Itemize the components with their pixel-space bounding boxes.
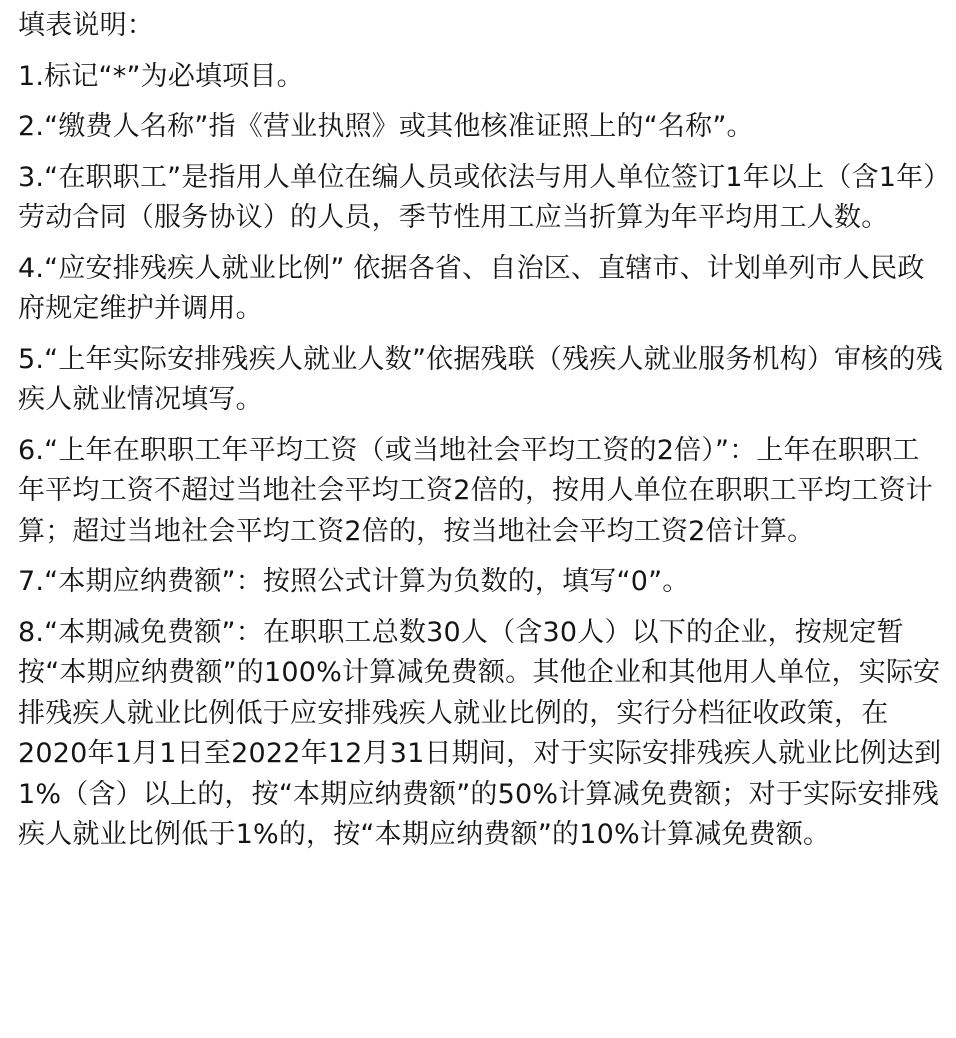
instruction-item-4: 4.“应安排残疾人就业比例” 依据各省、自治区、直辖市、计划单列市人民政府规定维护并调用。 [18, 252, 925, 324]
instruction-item-7: 7.“本期应纳费额”：按照公式计算为负数的，填写“0”。 [18, 566, 690, 597]
instruction-item-8: 8.“本期减免费额”：在职职工总数30人（含30人）以下的企业，按规定暂按“本期应纳费额”的100%计算减免费额。其他企业和其他用人单位，实际安排残疾人就业比例低于应安排残疾人就业比例的，实行分档征收政策，在2020年1月1日至2022年12月31日期间，对于实际安排残疾人就业比例达到1%（含）以上的，按“本期应纳费额”的50%计算减免费额；对于实际安排残疾人就业比例低于1%的，按“本期应纳费额”的10%计算减免费额。 [18, 616, 942, 850]
instruction-item-1: 1.标记“*”为必填项目。 [18, 60, 304, 92]
instruction-item-5: 5.“上年实际安排残疾人就业人数”依据残联（残疾人就业服务机构）审核的残疾人就业情况填写。 [18, 343, 943, 415]
instructions-title: 填表说明： [18, 10, 154, 41]
instruction-item-6: 6.“上年在职职工年平均工资（或当地社会平均工资的2倍）”：上年在职职工年平均工资不超过当地社会平均工资2倍的，按用人单位在职职工平均工资计算；超过当地社会平均工资2倍的，按当地社会平均工资2倍计算。 [18, 434, 933, 547]
instruction-item-3: 3.“在职职工”是指用人单位在编人员或依法与用人单位签订1年以上（含1年）劳动合同（服务协议）的人员，季节性用工应当折算为年平均用工人数。 [18, 161, 937, 233]
instructions-document [18, 6, 943, 856]
instruction-item-2: 2.“缴费人名称”指《营业执照》或其他核准证照上的“名称”。 [18, 111, 754, 142]
